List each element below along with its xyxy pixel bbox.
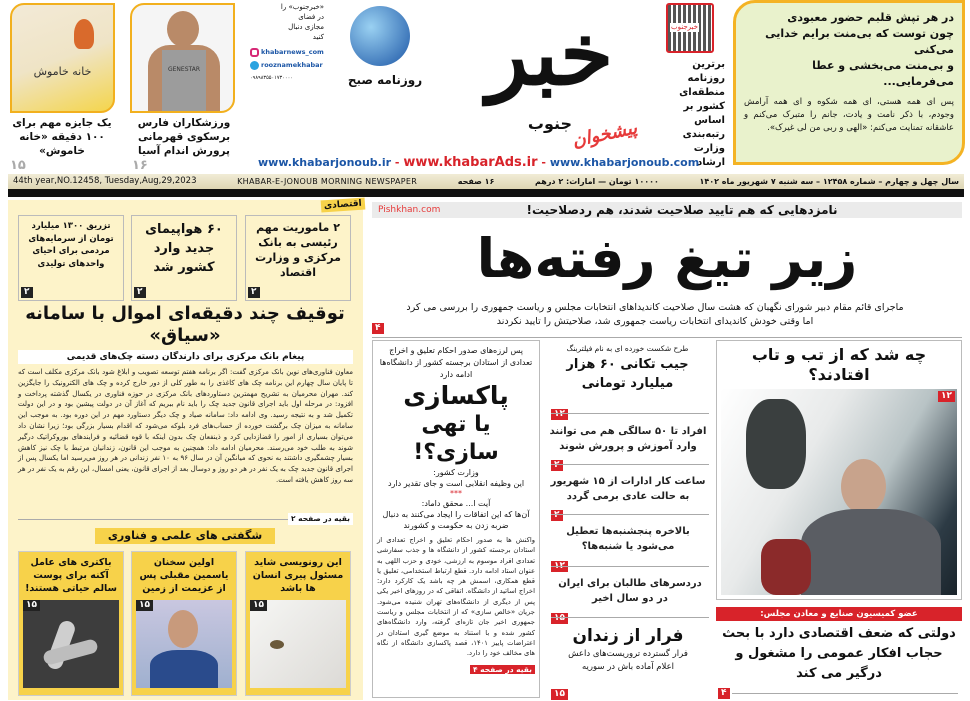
phone: ۰۹۸۹۸۳۵۵۰۱۷۳۰۰۰۰ <box>250 75 293 81</box>
thumb-film[interactable] <box>10 3 115 113</box>
science-card[interactable]: باکتری های عامل آکنه برای پوست سالم حیاتی هستند! ۱۵ <box>18 551 124 696</box>
econ-box[interactable]: ۶۰ هواپیمای جدید وارد کشور شد ۲ <box>131 215 237 301</box>
instagram-icon <box>250 48 259 57</box>
athlete-image <box>130 3 235 113</box>
globe-icon <box>350 6 410 66</box>
logo-sub: جنوب <box>527 114 573 133</box>
quote-line-3: و بی‌منت می‌بخشی و عطا می‌فرمایی... <box>812 59 954 88</box>
purge-story[interactable]: پس لرزه‌های صدور احکام تعلیق و اخراج تعدادی از استادان برجسته کشور از دانشگاه‌ها ادامه دارد پاکسازی یا تهی سازی؟! وزارت کشور: این وظیفه انقلابی است و جای تقدیر دارد *** آیت ا... محقق داماد: آن‌ها که این اتفاقات را ایجاد می‌کنند به دنبال ضربه زدن به حکومت و کشورند واکنش ها به صدور احکام تعلیق و اخراج تعدادی از استادان برجسته کشور از دانشگاه ها و جذب سفارشی تعدادی افراد موسوم به ارزشی، خودی و حزب اللهی به عنوان استاد ادامه دارد. قطع ارتباط استخدامی، تعلیق یا قطع همکاری، اسمش هر چه باشد یک کارکرد دارد: اخراج اساتید از دانشگاه. اتفاقی که در روزهای اخیر یکی پس از دیگری از دانشگاه‌های تهران شنیده می‌شود. جریان «خالص سازی» که از انتخابات مجلس و ریاست جمهوری اخیر جان تازه‌ای گرفته، وارد دانشگاه‌های کشور شده و با استناد به موضع گیری استادان در اعتراضات پاییز ۱۴۰۱، قصد پاکسازی دانشگاه از نگاه های مخالف خود را دارد. بقیه در صفحه ۴ <box>372 340 540 698</box>
shirt: GENESTAR <box>162 50 206 113</box>
lead-page: ۴ <box>372 323 384 334</box>
page-count: ۱۶ صفحه <box>457 177 495 186</box>
thumb-athlete[interactable] <box>130 3 235 113</box>
brief[interactable]: دردسرهای طالبان برای ایران در دو سال اخیر <box>558 578 702 604</box>
bottom-right-headline[interactable]: دولتی که ضعف اقتصادی دارد با بحث حجاب افکار عمومی را مشغول و درگیر می کند <box>722 626 956 681</box>
econ-subhead: پیغام بانک مرکزی برای دارندگان دسته چک‌های قدیمی <box>18 350 353 364</box>
dateline-english: 44th year,NO.12458, Tuesday,Aug,29,2023 <box>13 176 197 186</box>
ranking-note: برترین روزنامه منطقه‌ای کشور بر اساس رتبه‌بندی وزارت ارشاد <box>679 59 725 168</box>
price: ۱۰۰۰۰ تومان — امارات: ۲ درهم <box>535 177 659 186</box>
social-box <box>250 2 324 83</box>
watermark: پیشخوان <box>570 117 640 152</box>
url-right[interactable]: www.khabarjonoub.com <box>549 156 700 169</box>
film-poster-image <box>10 3 115 113</box>
telegram-link[interactable]: rooznamekhabar <box>250 60 324 70</box>
astronaut-image: ۱۵ <box>136 600 232 688</box>
science-card[interactable]: این رونویسی شاید مسئول پیری انسان ها باشد ۱۵ <box>245 551 351 696</box>
social-intro: «خبرجنوب» را در فضای مجازی دنبال کنید <box>280 3 324 41</box>
science-title: شگفتی های علمی و فناوری <box>95 528 275 544</box>
brief[interactable]: فرار از زندان فرار گسترده تروریست‌های داعش اعلام آماده باش در سوریه <box>568 626 688 672</box>
vase-shape <box>74 19 94 49</box>
dateline-persian: سال چهل و چهارم – شماره ۱۲۴۵۸ – سه شنبه ۷ شهریور ماه ۱۴۰۲ <box>699 177 959 186</box>
telegram-icon <box>250 61 259 70</box>
lead-kicker: نامزدهایی که هم تایید صلاحیت شدند، هم ردصلاحیت! <box>372 202 962 218</box>
brief[interactable]: افراد تا ۵۰ سالگی هم می توانند وارد آموزش و پرورش شوند <box>549 426 707 452</box>
feature-story[interactable]: چه شد که از تب و تاب افتادند؟ ۱۲ <box>716 340 962 600</box>
bottom-right-kicker: عضو کمیسیون صنایع و معادن مجلس: <box>716 607 962 621</box>
lead-headline[interactable]: زیر تیغ رفته‌ها <box>476 227 858 290</box>
url-left[interactable]: www.khabarjonoub.ir <box>258 156 392 169</box>
url-center[interactable]: www.khabarAds.ir <box>403 155 538 170</box>
thumb-athlete-caption[interactable]: ورزشکاران فارس برسکوی قهرمانی پرورش اندام آسیا <box>137 117 231 157</box>
qr-label: خبرجنوب <box>671 23 698 31</box>
econ-headline[interactable]: توقیف چند دقیقه‌ای اموال با سامانه «سیاق» <box>25 303 345 346</box>
thumb-athlete-page: ۱۶ <box>132 158 148 173</box>
quote-box <box>733 0 965 165</box>
quote-line-2: چون توست که بی‌منت برایم خدایی می‌کنی <box>765 27 954 56</box>
qr-code[interactable] <box>666 3 714 53</box>
paper-name: KHABAR-E-JONOUB MORNING NEWSPAPER <box>237 177 418 186</box>
purge-headline-1: پاکسازی <box>403 381 509 410</box>
logo-tagline: روزنامه صبح <box>347 73 423 87</box>
brief[interactable]: ساعت کار ادارات از ۱۵ شهریور به حالت عادی برمی گردد <box>550 476 706 502</box>
eye-image: ۱۵ <box>250 600 346 688</box>
econ-box[interactable]: ۲ ماموریت مهم رئیسی به بانک مرکزی و وزارت اقتصاد ۲ <box>245 215 351 301</box>
purge-continued[interactable]: بقیه در صفحه ۴ <box>470 665 535 674</box>
econ-box[interactable]: تزریق ۱۳۰۰ میلیارد تومان از سرمایه‌های مردمی برای احیای واحدهای تولیدی ۲ <box>18 215 124 301</box>
thumb-film-page: ۱۵ <box>10 158 26 173</box>
feature-page: ۱۲ <box>938 391 955 402</box>
poster-title: خانه خاموش <box>33 65 92 78</box>
header-rule <box>8 189 964 197</box>
bacteria-image: ۱۵ <box>23 600 119 688</box>
brief[interactable]: بالاخره پنجشنبه‌ها تعطیل می‌شود یا شنبه‌ها؟ <box>566 526 690 552</box>
quote-line-1: در هر تپش قلبم حضور معبودی <box>787 11 954 24</box>
science-card[interactable]: اولین سخنان یاسمین مقبلی پس از عزیمت از زمین ۱۵ <box>131 551 237 696</box>
watermark-latin: Pishkhan.com <box>378 205 441 215</box>
url-line: www.khabarjonoub.ir - www.khabarAds.ir - www.khabarjonoub.com <box>258 155 700 170</box>
brief[interactable]: طرح شکست خورده ای به نام فیلتربنگ جیب تکانی ۶۰ هزار میلیارد تومانی <box>566 344 689 391</box>
logo-main: خبر <box>486 4 614 105</box>
econ-continued[interactable]: بقیه در صفحه ۲ <box>18 513 353 525</box>
thumb-film-caption[interactable]: یک جایزه مهم برای ۱۰۰ دقیقه «خانه خاموش» <box>12 117 112 157</box>
purge-headline-2: یا تهی سازی؟! <box>413 412 499 465</box>
instagram-link[interactable]: khabarnews_com <box>250 47 324 57</box>
econ-body: معاون فناوری‌های نوین بانک مرکزی گفت: اگر برنامه هفتم توسعه تصویب و ابلاغ شود بانک مرکزی مکلف است که تا پایان سال چهارم این برنامه چک های کاغذی را به طور کلی از دور خارج کرده و چک های الکترونیک را جایگزین کند. مهران محرمیان به تشریح مهمترین دستاوردهای بانک مرکزی در حوزه فناوری در یکسال گذشته پرداخت و افزود: در مرحله اول باید اجرای قانون جدید چک را باید نام ببریم که آغاز آن در دولت پیشین بود و در این دولت تکمیل شد و به نتیجه رسید. وی ادامه داد: سامانه صیاد و چک دیگر دستاورد مهم در این دوره بود. به موجب این سامانه به میزان چک برگشت خورده از حساب‌های فرد بلوکه می‌شود که اقدام بسیار بزرگی بود؛ زیرا نشان داد می‌توان بسیاری از امور را قضازدایی کرد و ذینفعان چک بدون اینکه با قوه قضائیه و فرایندهای بوروکراتیک درگیر شوند به طلب خود می‌رسند. محرمیان ادامه داد: همچنین به موجب این قانون، زندانیان مرتبط با چک نیز کاهش بسیار چشمگیری داشتند به نحوی که میانگین آن در سال ۹۶ به ۱۰ نفر زندانی در هر روز می‌رسید اما یکسال پس از اجرای قانون جدید چک به یک نفر در هر دو روز و دوسال بعد از اجرای قانون، یعنی امسال، این رقم به یک نفر در هر سه روز کاهش یافته است. <box>18 368 354 484</box>
quote-para: پس ای همه هستی، ای همه شکوه و ای همه آرامش وجودم، با ذکر نامت و یادت، جانم را متبرک می‌کنم و عاشقانه تمنایت می‌کنم: «الهی و ربی من لی غیرک». <box>744 97 954 133</box>
lead-lede: ماجرای قائم مقام دبیر شورای نگهبان که هشت سال صلاحیت کاندیداهای انتخابات مجلس و ریاست جمهوری را بررسی می کرد اما وقتی خودش کاندیدای انتخابات ریاست جمهوری شد، صلاحیتش را تایید نکردند <box>406 302 904 327</box>
dateline-bar <box>8 174 964 189</box>
section-tag-economy: اقتصادی <box>321 197 366 212</box>
feature-photo <box>721 389 957 595</box>
